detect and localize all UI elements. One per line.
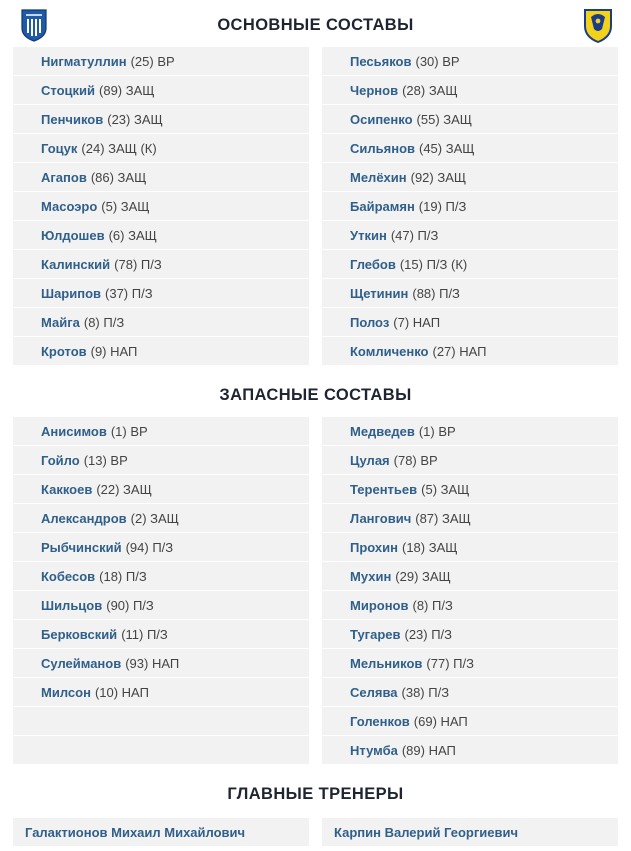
player-name[interactable]: Песьяков: [350, 53, 412, 69]
player-number-position: (24) ЗАЩ (К): [81, 140, 157, 156]
player-row[interactable]: [13, 417, 309, 445]
player-row[interactable]: [322, 591, 618, 619]
player-name[interactable]: Глебов: [350, 256, 396, 272]
player-row[interactable]: [322, 562, 618, 590]
player-row[interactable]: [322, 76, 618, 104]
player-number-position: (90) П/З: [106, 597, 154, 613]
player-number-position: (38) П/З: [401, 684, 450, 700]
player-row[interactable]: [322, 475, 618, 503]
player-row[interactable]: [322, 163, 618, 191]
substitutes-title: ЗАПАСНЫЕ СОСТАВЫ: [219, 386, 412, 404]
player-name[interactable]: Майга: [41, 314, 80, 330]
player-row[interactable]: [13, 475, 309, 503]
player-name[interactable]: Нигматуллин: [41, 53, 127, 69]
player-name[interactable]: Александров: [41, 510, 127, 526]
player-name[interactable]: Щетинин: [350, 285, 409, 301]
player-name[interactable]: Сильянов: [350, 140, 415, 156]
away-starting-list: [322, 47, 618, 366]
player-name[interactable]: Кротов: [41, 343, 87, 359]
player-name[interactable]: Нтумба: [350, 742, 398, 758]
empty-row: [13, 707, 309, 735]
player-number-position: (94) П/З: [125, 539, 174, 555]
player-row[interactable]: [322, 105, 618, 133]
player-number-position: (55) ЗАЩ: [416, 111, 472, 127]
player-name[interactable]: Миронов: [350, 597, 409, 613]
player-name[interactable]: Рыбчинский: [41, 539, 122, 555]
player-number-position: (30) ВР: [415, 53, 460, 69]
player-number-position: (11) П/З: [121, 626, 168, 642]
player-row[interactable]: [13, 678, 309, 706]
player-row[interactable]: [13, 446, 309, 474]
player-row[interactable]: [13, 76, 309, 104]
player-row[interactable]: [322, 221, 618, 249]
player-name[interactable]: Гоцук: [41, 140, 78, 156]
player-name[interactable]: Юлдошев: [41, 227, 105, 243]
player-name[interactable]: Каккоев: [41, 481, 93, 497]
player-number-position: (8) П/З: [412, 597, 453, 613]
player-row[interactable]: [13, 591, 309, 619]
player-row[interactable]: [13, 47, 309, 75]
head-coaches-title: ГЛАВНЫЕ ТРЕНЕРЫ: [227, 785, 404, 803]
player-name[interactable]: Чернов: [350, 82, 399, 98]
player-number-position: (78) ВР: [393, 452, 438, 468]
player-name[interactable]: Берковский: [41, 626, 118, 642]
player-name[interactable]: Сулейманов: [41, 655, 122, 671]
player-number-position: (29) ЗАЩ: [395, 568, 451, 584]
player-number-position: (25) ВР: [130, 53, 175, 69]
player-row[interactable]: [322, 308, 618, 336]
player-number-position: (87) ЗАЩ: [415, 510, 471, 526]
player-name[interactable]: Гойло: [41, 452, 80, 468]
player-name[interactable]: Шарипов: [41, 285, 102, 301]
player-row[interactable]: [13, 279, 309, 307]
player-name[interactable]: Стоцкий: [41, 82, 96, 98]
player-row[interactable]: [13, 105, 309, 133]
player-number-position: (7) НАП: [393, 314, 441, 330]
player-row[interactable]: [13, 504, 309, 532]
home-coach[interactable]: Галактионов Михаил Михайлович: [13, 818, 309, 846]
player-name[interactable]: Мухин: [350, 568, 392, 584]
player-row[interactable]: [322, 649, 618, 677]
player-row[interactable]: [322, 192, 618, 220]
player-number-position: (37) П/З: [105, 285, 153, 301]
player-number-position: (8) П/З: [83, 314, 125, 330]
player-number-position: (2) ЗАЩ: [130, 510, 179, 526]
player-name[interactable]: Медведев: [350, 423, 415, 439]
player-name[interactable]: Агапов: [41, 169, 87, 185]
player-number-position: (45) ЗАЩ: [419, 140, 475, 156]
player-row[interactable]: [322, 417, 618, 445]
player-row[interactable]: [322, 736, 618, 764]
player-name[interactable]: Лангович: [350, 510, 412, 526]
player-name[interactable]: Пенчиков: [41, 111, 104, 127]
player-row[interactable]: [322, 47, 618, 75]
player-row[interactable]: [13, 620, 309, 648]
player-row[interactable]: [322, 337, 618, 365]
player-name[interactable]: Уткин: [350, 227, 387, 243]
player-number-position: (23) П/З: [404, 626, 453, 642]
away-coach[interactable]: Карпин Валерий Георгиевич: [322, 818, 618, 846]
player-name[interactable]: Байрамян: [350, 198, 415, 214]
player-number-position: (18) ЗАЩ: [401, 539, 458, 555]
player-row[interactable]: [322, 279, 618, 307]
player-number-position: (1) ВР: [110, 423, 148, 439]
player-number-position: (6) ЗАЩ: [108, 227, 157, 243]
player-row[interactable]: [13, 163, 309, 191]
player-number-position: (47) П/З: [390, 227, 439, 243]
player-row[interactable]: [322, 533, 618, 561]
player-number-position: (1) ВР: [418, 423, 456, 439]
player-number-position: (93) НАП: [125, 655, 180, 671]
player-name[interactable]: Мельников: [350, 655, 423, 671]
player-row[interactable]: [322, 620, 618, 648]
player-name[interactable]: Полоз: [350, 314, 390, 330]
player-row[interactable]: [322, 707, 618, 735]
player-number-position: (27) НАП: [432, 343, 487, 359]
player-row[interactable]: [322, 134, 618, 162]
player-name[interactable]: Калинский: [41, 256, 111, 272]
player-name[interactable]: Анисимов: [41, 423, 107, 439]
player-name[interactable]: Шильцов: [41, 597, 103, 613]
player-row[interactable]: [13, 221, 309, 249]
player-number-position: (19) П/З: [418, 198, 467, 214]
player-row[interactable]: [322, 504, 618, 532]
player-name[interactable]: Милсон: [41, 684, 91, 700]
player-number-position: (23) ЗАЩ: [107, 111, 163, 127]
empty-row: [13, 736, 309, 764]
player-name[interactable]: Мелёхин: [350, 169, 407, 185]
player-name[interactable]: Голенков: [350, 713, 410, 729]
player-row[interactable]: [13, 337, 309, 365]
player-row[interactable]: [13, 134, 309, 162]
player-number-position: (10) НАП: [94, 684, 149, 700]
player-number-position: (13) ВР: [83, 452, 128, 468]
player-row[interactable]: [322, 250, 618, 278]
home-subs-list: [13, 417, 309, 765]
player-name[interactable]: Осипенко: [350, 111, 413, 127]
player-name[interactable]: Терентьев: [350, 481, 418, 497]
player-row[interactable]: [322, 446, 618, 474]
away-subs-list: [322, 417, 618, 765]
starting-lineups-title: ОСНОВНЫЕ СОСТАВЫ: [217, 16, 414, 34]
player-number-position: (5) ЗАЩ: [421, 481, 470, 497]
player-number-position: (69) НАП: [413, 713, 468, 729]
player-row[interactable]: [322, 678, 618, 706]
player-number-position: (89) НАП: [401, 742, 456, 758]
player-number-position: (5) ЗАЩ: [101, 198, 150, 214]
player-name[interactable]: Масоэро: [41, 198, 98, 214]
player-number-position: (18) П/З: [99, 568, 147, 584]
home-starting-list: [13, 47, 309, 366]
player-row[interactable]: [13, 562, 309, 590]
player-name[interactable]: Комличенко: [350, 343, 429, 359]
player-row[interactable]: [13, 192, 309, 220]
player-number-position: (9) НАП: [90, 343, 138, 359]
player-number-position: (88) П/З: [412, 285, 460, 301]
player-name[interactable]: Селява: [350, 684, 398, 700]
player-row[interactable]: [13, 308, 309, 336]
player-row[interactable]: [13, 533, 309, 561]
player-number-position: (86) ЗАЩ: [90, 169, 147, 185]
player-row[interactable]: [13, 250, 309, 278]
player-number-position: (89) ЗАЩ: [99, 82, 155, 98]
player-number-position: (77) П/З: [426, 655, 474, 671]
player-row[interactable]: [13, 649, 309, 677]
player-number-position: (78) П/З: [114, 256, 162, 272]
player-name[interactable]: Прохин: [350, 539, 398, 555]
player-number-position: (22) ЗАЩ: [96, 481, 152, 497]
player-name[interactable]: Цулая: [350, 452, 390, 468]
player-name[interactable]: Тугарев: [350, 626, 401, 642]
player-number-position: (92) ЗАЩ: [410, 169, 467, 185]
player-number-position: (28) ЗАЩ: [402, 82, 458, 98]
player-name[interactable]: Кобесов: [41, 568, 96, 584]
player-number-position: (15) П/З (К): [399, 256, 468, 272]
